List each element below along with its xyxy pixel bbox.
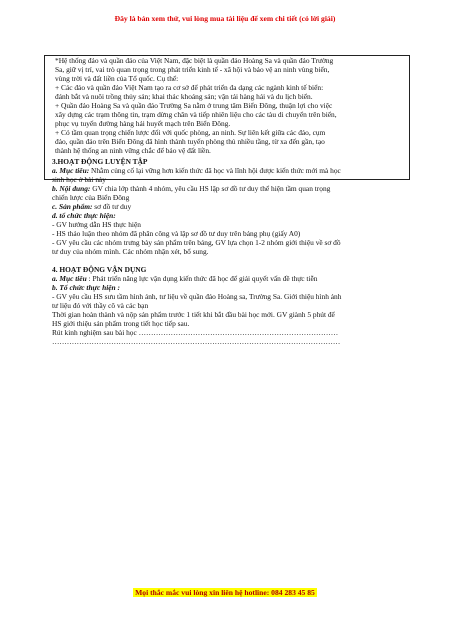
practice-heading: 3.HOẠT ĐỘNG LUYỆN TẬP [52,157,148,167]
preview-banner: Đây là bản xem thử, vui lòng mua tài liệu để xem chi tiết (có lời giải) [114,14,336,23]
box-line: *Hệ thống đảo và quần đảo của Việt Nam, đặc biệt là quần đảo Hoàng Sa và quần đảo Trường [55,56,334,65]
document-body [52,57,404,347]
box-line: + Các đảo và quần đảo Việt Nam tạo ra cơ sở để phát triển đa dạng các ngành kinh tế biển: [55,82,324,92]
box-line: phục vụ tuyến đường hàng hải huyết mạch trên Biển Đông. [55,118,231,128]
box-line: thành hệ thống an ninh vững chắc để bảo vệ đất liền. [55,145,211,155]
practice-product-label: c. Sản phẩm: [52,202,93,212]
box-line: + Có tầm quan trọng chiến lược đối với quốc phòng, an ninh. Sự liên kết giữa các đảo, cụm [55,127,326,137]
practice-org-label: d. tổ chức thực hiện: [52,211,116,221]
practice-goal-label: a. Mục tiêu: [52,166,90,176]
box-line: đánh bắt và nuôi trồng thủy sản; khai thác khoáng sản; vận tải hàng hải và du lịch biển. [55,91,313,101]
apply-line: HS giới thiệu sản phẩm trong tiết học tiếp sau. [52,318,190,328]
reflection-dots: ……………………………………………………………………………………………………… [52,336,341,346]
box-line: đảo, quần đảo trên Biển Đông đã hình thành tuyến phòng thủ nhiều tầng, từ xa đến gần, tạo [55,136,325,146]
summary-box [52,57,404,155]
practice-step: - HS thảo luận theo nhóm đã phân công và lập sơ đồ tư duy trên bảng phụ (giấy A0) [52,229,301,239]
apply-goal-text: : Phát triển năng lực vận dụng kiến thức đã học để giải quyết vấn đề thực tiễn [86,273,318,283]
box-line: Sa, giữ vị trí, vai trò quan trọng trong phát triển kinh tế - xã hội và bảo vệ an ninh vùng biển, [55,64,330,74]
hotline-footer [0,588,450,597]
practice-step: - GV hướng dẫn HS thực hiện [52,220,141,230]
practice-content-label: b. Nội dung: [52,184,91,194]
apply-goal-label: a. Mục tiêu [52,273,87,283]
practice-step: - GV yêu cầu các nhóm trưng bày sản phẩm trên bảng, GV lựa chọn 1-2 nhóm giới thiệu về sơ đồ [52,238,341,248]
apply-line: Thời gian hoàn thành và nộp sản phẩm trước 1 tiết khi bắt đầu bài học mới. GV giành 5 phút để [52,309,335,319]
practice-goal-cont: sinh học ở bài này [52,175,106,185]
box-line: vùng trời và đất liền của Tổ quốc. Cụ thể: [55,73,179,83]
apply-line: - GV yêu cầu HS sưu tầm hình ảnh, tư liệu về quần đảo Hoàng sa, Trường Sa. Giới thiệu hình ảnh [52,291,342,301]
apply-line: tư liệu đó với thầy cô và các bạn [52,300,149,310]
apply-org-label: b. Tổ chức thực hiện : [52,282,120,292]
apply-heading: 4. HOẠT ĐỘNG VẬN DỤNG [52,264,147,274]
hotline-text: Mọi thắc mắc vui lòng xin liên hệ hotline: 084 283 45 85 [135,588,315,597]
practice-step: tư duy của nhóm mình. Các nhóm nhận xét, bổ sung. [52,247,209,257]
box-line: + Quần đảo Hoàng Sa và quần đảo Trường Sa nằm ở trung tâm Biển Đông, thuận lợi cho việc [55,100,333,110]
practice-content-text: GV chia lớp thành 4 nhóm, yêu cầu HS lập sơ đồ tư duy thể hiện tầm quan trọng [90,184,331,194]
box-line: xây dựng các trạm thông tin, trạm dừng chân và tiếp nhiên liệu cho các tàu di chuyển trên biển, [55,109,337,119]
practice-product-text: sơ đồ tư duy [92,202,132,212]
practice-goal-text: Nhằm củng cố lại vững hơn kiến thức đã học và lĩnh hội được kiến thức mới mà học [89,166,341,176]
practice-content-cont: chiến lược của Biển Đông [52,193,130,203]
reflection-line: Rút kinh nghiệm sau bài học ……………………………………………………………………… [52,327,339,337]
